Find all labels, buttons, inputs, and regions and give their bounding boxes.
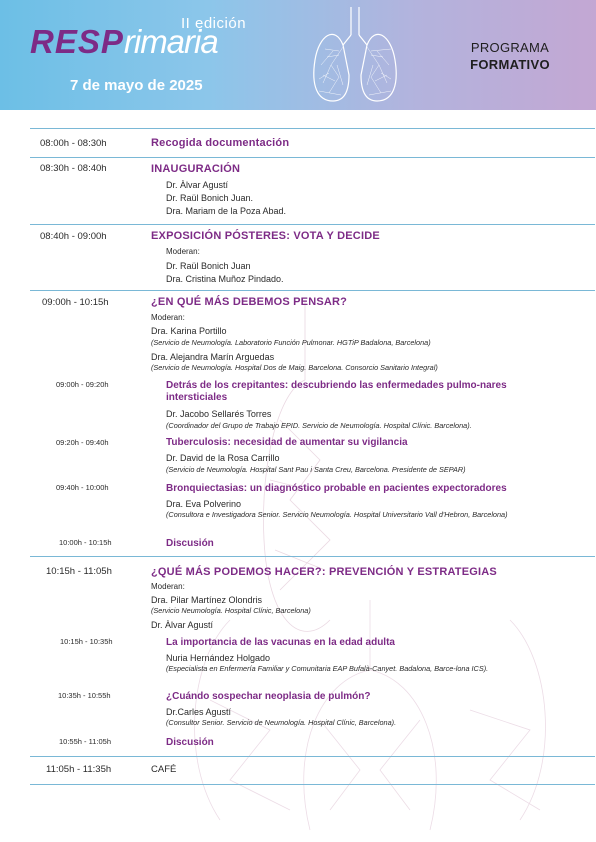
speaker-affiliation: (Servicio de Neumología. Hospital Sant Pau i Santa Creu, Barcelona. Presidente de SEPAR) xyxy=(166,465,466,474)
session-title: Recogida documentación xyxy=(151,137,290,149)
row-divider xyxy=(30,128,595,129)
subsession-time: 10:15h - 10:35h xyxy=(60,637,113,646)
time-slot: 08:30h - 08:40h xyxy=(40,163,107,174)
speaker-name: Dr. David de la Rosa Carrillo xyxy=(166,453,280,463)
subsession-title: La importancia de las vacunas en la edad adulta xyxy=(166,637,395,648)
logo-resp: RESP xyxy=(30,23,124,60)
speaker-name: Dra. Pilar Martínez Olondris xyxy=(151,595,263,605)
speaker-name: Dr. Àlvar Agustí xyxy=(151,620,214,630)
subsession-time: 09:40h - 10:00h xyxy=(56,483,109,492)
speaker-affiliation: (Servicio de Neumología. Hospital Dos de Maig. Barcelona. Consorcio Sanitario Integral) xyxy=(151,363,438,372)
session-title: INAUGURACIÓN xyxy=(151,163,241,175)
speaker-name: Dr. Raül Bonich Juan. xyxy=(166,193,254,203)
speaker-affiliation: (Coordinador del Grupo de Trabajo EPID. Servicio de Neumología. Hospital Clínic. Barcelona). xyxy=(166,421,472,430)
speaker-name: Dr. Jacobo Sellarés Torres xyxy=(166,409,272,419)
speaker-affiliation: (Especialista en Enfermería Familiar y Comunitaria EAP Bufalà-Canyet. Badalona, Barce-lona ICS). xyxy=(166,664,489,673)
time-slot: 11:05h - 11:35h xyxy=(46,764,112,775)
subsession-time: 10:55h - 11:05h xyxy=(59,737,111,746)
event-logo xyxy=(30,25,218,58)
speaker-name: Dra. Karina Portillo xyxy=(151,326,227,336)
subsession-title: Detrás de los crepitantes: descubriendo las enfermedades pulmo-nares intersticiales xyxy=(166,380,507,403)
header-banner xyxy=(0,0,596,110)
subsession-time: 10:35h - 10:55h xyxy=(58,691,111,700)
speaker-name: Dra. Alejandra Marín Arguedas xyxy=(151,352,275,362)
subsession-time: 09:20h - 09:40h xyxy=(56,438,109,447)
subsession-time: 09:00h - 09:20h xyxy=(56,380,109,389)
time-slot: 08:00h - 08:30h xyxy=(40,138,107,149)
subsession-title: Tuberculosis: necesidad de aumentar su vigilancia xyxy=(166,437,408,448)
speaker-affiliation: (Servicio Neumología. Hospital Clínic, Barcelona) xyxy=(151,606,311,615)
program-title-line2: FORMATIVO xyxy=(470,57,550,72)
speaker-affiliation: (Servicio de Neumología. Laboratorio Función Pulmonar. HGTiP Badalona, Barcelona) xyxy=(151,338,431,347)
moderators-label: Moderan: xyxy=(166,247,200,256)
speaker-name: Dra. Eva Polverino xyxy=(166,499,242,509)
row-divider xyxy=(30,784,595,785)
speaker-name: Dr. Àlvar Agustí xyxy=(166,180,229,190)
subsession-title: ¿Cuándo sospechar neoplasia de pulmón? xyxy=(166,691,371,702)
row-divider xyxy=(30,224,595,225)
program-title xyxy=(440,39,580,73)
row-divider xyxy=(30,556,595,557)
time-slot: 08:40h - 09:00h xyxy=(40,231,107,242)
time-slot: 09:00h - 10:15h xyxy=(42,297,109,308)
session-title: ¿EN QUÉ MÁS DEBEMOS PENSAR? xyxy=(151,296,348,308)
speaker-name: Dr. Raül Bonich Juan xyxy=(166,261,251,271)
row-divider xyxy=(30,756,595,757)
subsession-title: Discusión xyxy=(166,737,214,748)
subsession-title: Discusión xyxy=(166,538,214,549)
speaker-name: Nuria Hernández Holgado xyxy=(166,653,271,663)
speaker-name: Dra. Mariam de la Poza Abad. xyxy=(166,206,287,216)
subsession-time: 10:00h - 10:15h xyxy=(59,538,112,547)
speaker-affiliation: (Consultor Senior. Servicio de Neumología. Hospital Clínic, Barcelona). xyxy=(166,718,397,727)
edition-label: II edición xyxy=(181,15,247,32)
session-title: CAFÉ xyxy=(151,764,177,775)
session-title: ¿QUÉ MÁS PODEMOS HACER?: PREVENCIÓN Y ESTRATEGIAS xyxy=(151,566,497,578)
speaker-affiliation: (Consultora e Investigadora Senior. Servicio Neumología. Hospital Universitario Vall d'Hebron, Barcelona) xyxy=(166,510,508,519)
event-date: 7 de mayo de 2025 xyxy=(70,77,203,94)
row-divider xyxy=(30,157,595,158)
moderators-label: Moderan: xyxy=(151,313,185,322)
moderators-label: Moderan: xyxy=(151,582,185,591)
lungs-icon xyxy=(309,5,401,105)
row-divider xyxy=(30,290,595,291)
logo-primaria: rimaria xyxy=(123,23,218,60)
session-title: EXPOSICIÓN PÓSTERES: VOTA Y DECIDE xyxy=(151,230,380,242)
speaker-name: Dr.Carles Agustí xyxy=(166,707,232,717)
speaker-name: Dra. Cristina Muñoz Pindado. xyxy=(166,274,284,284)
subsession-title: Bronquiectasias: un diagnóstico probable en pacientes expectoradores xyxy=(166,483,507,494)
program-title-line1: PROGRAMA xyxy=(470,40,550,55)
time-slot: 10:15h - 11:05h xyxy=(46,566,112,577)
